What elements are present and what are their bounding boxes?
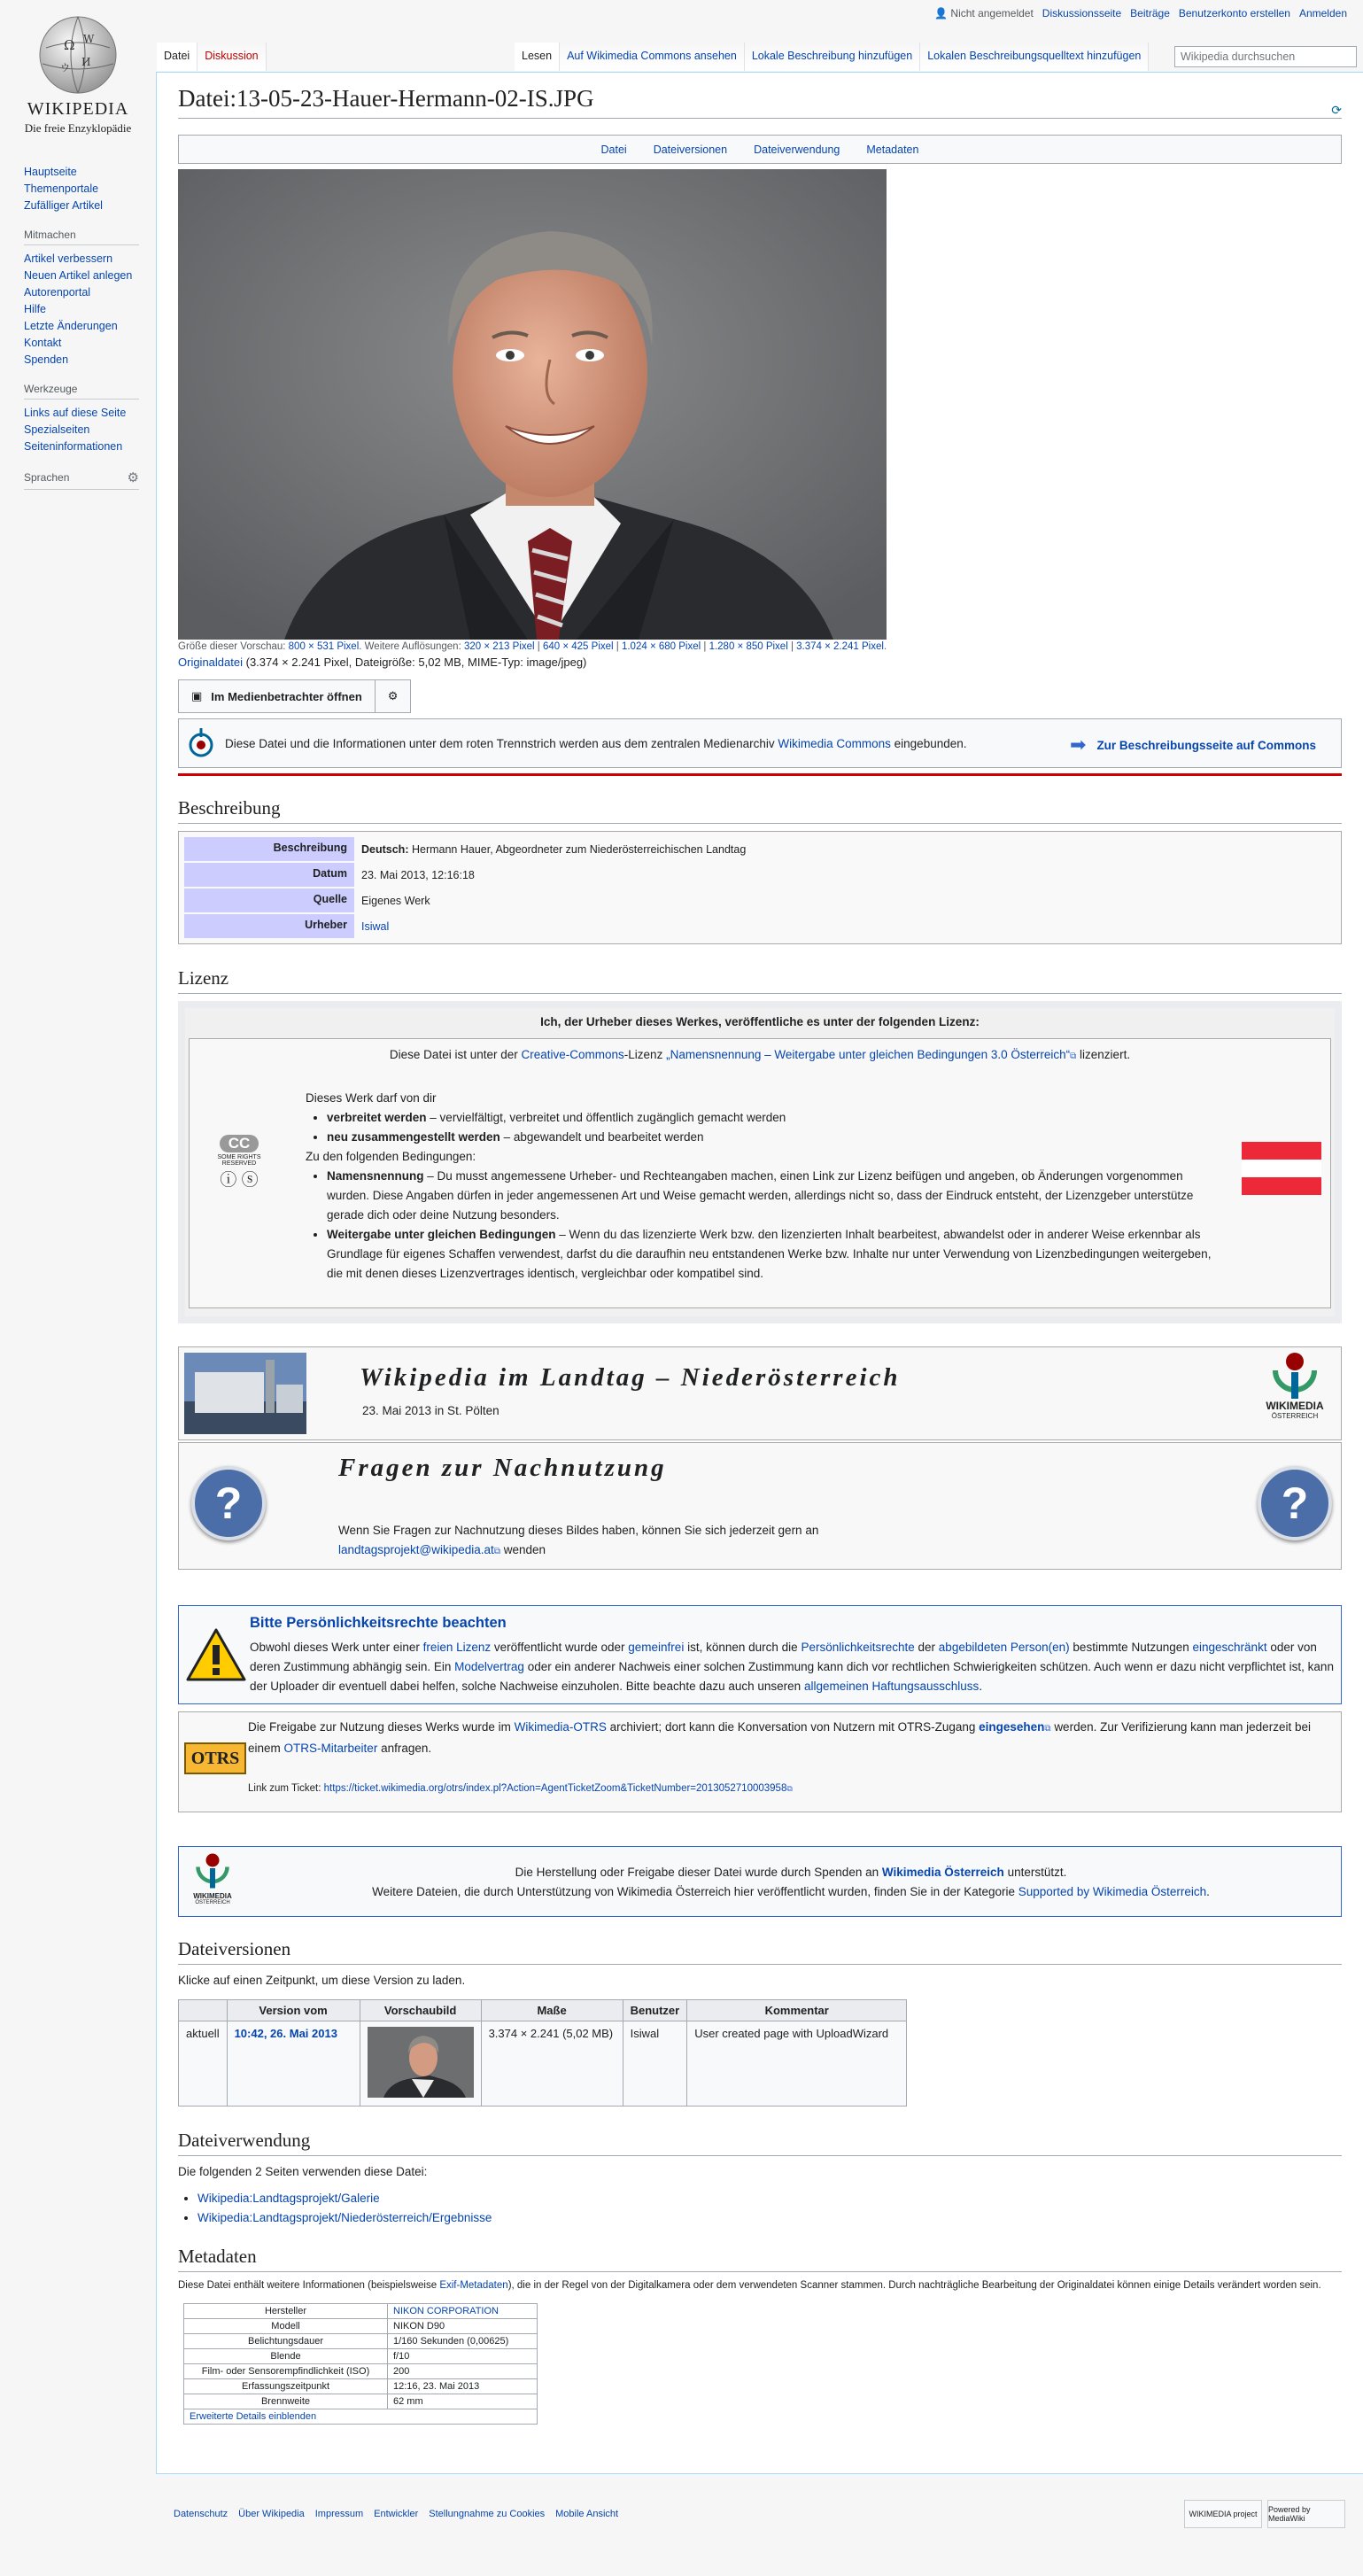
license-terms: Dieses Werk darf von dir • verbreitet werden – vervielfältigt, verbreitet und öffentlich zugänglich gemacht werden • neu zusammengestellt werden – abgewandelt und bearbeitet werden Zu den folgenden Bedingungen: • Namensnennung – Du musst angemessene Urheber- und Rechteangaben machen, einen Link zur Lizenz beifügen und angeben, ob Änderungen vorgenommen wurden. Diese Angaben dürfen in jeder angemessenen Art und Weise gemacht werden, allerdings nicht so, dass der Eindruck entsteht, der Lizenzgeber unterstütze gerade dich oder deine Nutzung besonders. • Weitergabe unter gleichen Bedingungen – Wenn du das lizenzierte Werk bzw. den lizenzierten Inhalt bearbeitest, abwandelst oder in anderer Weise erkennbar als Grundlage für eigenes Schaffen verwendest, darfst du die daraufhin neu entstandenen Werke bzw. Inhalte nur unter Verwendung von Lizenzbedingungen weitergeben, die mit denen dieses Lizenzvertrages identisch, vergleichbar oder kompatibel sind.	[306, 1089, 1224, 1284]
preview-sizes: Größe dieser Vorschau: 800 × 531 Pixel. Weitere Auflösungen: 320 × 213 Pixel | 640 × 425 Pixel | 1.024 × 680 Pixel | 1.280 × 850 Pixel | 3.374 × 2.241 Pixel.	[178, 641, 887, 652]
landtag-building-photo[interactable]	[184, 1353, 306, 1434]
version-thumbnail[interactable]	[368, 2027, 474, 2098]
mediaviewer-open-button[interactable]: ▣ Im Medienbetrachter öffnen	[178, 679, 376, 713]
otrs-text: Die Freigabe zur Nutzung dieses Werks wurde im Wikimedia-OTRS archiviert; dort kann die Konversation von Nutzern mit OTRS-Zugang eingesehen⧉ werden. Zur Verifizierung kann man jederzeit bei einem OTRS-Mitarbeiter anfragen.	[248, 1720, 1311, 1755]
sidebar-item-zufall[interactable]: Zufälliger Artikel	[24, 199, 103, 212]
heading-metadaten: Metadaten	[178, 2246, 1342, 2272]
logo-tagline: Die freie Enzyklopädie	[24, 121, 132, 135]
table-row: Erfassungszeitpunkt 12:16, 23. Mai 2013	[184, 2379, 538, 2394]
otrs-ticket-link[interactable]: https://ticket.wikimedia.org/otrs/index.pl?Action=AgentTicketZoom&TicketNumber=2013052710003958	[323, 1783, 787, 1794]
sidebar-nav	[24, 164, 139, 214]
cc-link[interactable]: Creative-Commons	[521, 1048, 624, 1061]
resolution-1024[interactable]: 1.024 × 680 Pixel	[621, 641, 701, 652]
table-row: aktuell 10:42, 26. Mai 2013 3.374 × 2.241 (5,02 MB) Isiwal User created page with UploadWizard	[179, 2021, 907, 2107]
page-title: Datei:13-05-23-Hauer-Hermann-02-IS.JPG	[178, 85, 1342, 119]
commons-logo-icon	[186, 726, 216, 760]
expand-metadata-link[interactable]: Erweiterte Details einblenden	[190, 2411, 317, 2422]
sidebar-heading-mitmachen: Mitmachen	[24, 229, 139, 245]
persoenlichkeitsrechte-title: Bitte Persönlichkeitsrechte beachten	[250, 1615, 507, 1631]
sidebar-item-links-auf-seite[interactable]: Links auf diese Seite	[24, 407, 127, 419]
filetoc-datei[interactable]: Datei	[600, 143, 627, 156]
sidebar-item-kontakt[interactable]: Kontakt	[24, 337, 62, 349]
sidebar-item-seiteninformationen[interactable]: Seiteninformationen	[24, 440, 123, 453]
license-line: Diese Datei ist unter der Creative-Commons-Lizenz „Namensnennung – Weitergabe unter gleichen Bedingungen 3.0 Österreich“⧉ lizenziert.	[389, 1048, 1131, 1061]
author-link[interactable]: Isiwal	[361, 919, 390, 933]
sidebar-item-spezialseiten[interactable]: Spezialseiten	[24, 423, 90, 436]
spenden-box	[178, 1846, 1342, 1917]
wikimedia-at-small-logo[interactable]: WIKIMEDIA ÖSTERREICH	[186, 1852, 239, 1905]
hersteller-link[interactable]: NIKON CORPORATION	[393, 2306, 499, 2316]
contributions-link[interactable]: Beiträge	[1130, 7, 1170, 19]
sidebar-item-letzte-aenderungen[interactable]: Letzte Änderungen	[24, 320, 118, 332]
search-input[interactable]: Wikipedia durchsuchen	[1174, 46, 1357, 67]
svg-text:W: W	[83, 33, 95, 45]
namespace-tabs	[157, 43, 267, 71]
tab-diskussion[interactable]: Diskussion	[197, 43, 266, 71]
sidebar-item-autorenportal[interactable]: Autorenportal	[24, 286, 91, 299]
wikimedia-logo-icon	[1268, 1351, 1321, 1401]
filetoc-dateiverwendung[interactable]: Dateiverwendung	[754, 143, 840, 156]
tab-lesen[interactable]: Lesen	[515, 43, 560, 71]
commons-link[interactable]: Wikimedia Commons	[778, 736, 891, 750]
footer-links	[174, 2509, 618, 2519]
desc-row: Urheber Isiwal	[184, 914, 1336, 938]
eingeschraenkt-link[interactable]: eingeschränkt	[1192, 1641, 1267, 1654]
tab-datei[interactable]: Datei	[157, 43, 197, 71]
exif-link[interactable]: Exif-Metadaten	[439, 2280, 508, 2291]
footer-ueber[interactable]: Über Wikipedia	[238, 2509, 305, 2519]
license-box	[178, 1001, 1342, 1323]
dateiverwendung-intro: Die folgenden 2 Seiten verwenden diese Datei:	[178, 2165, 428, 2178]
content-inner	[178, 73, 1342, 2425]
version-user-link[interactable]: Isiwal	[630, 2027, 660, 2040]
file-history-table	[178, 1999, 907, 2107]
otrs-link[interactable]: Wikimedia-OTRS	[514, 1720, 607, 1734]
landtag-subtitle: 23. Mai 2013 in St. Pölten	[362, 1404, 500, 1417]
sidebar-item-hauptseite[interactable]: Hauptseite	[24, 166, 77, 178]
resolution-1280[interactable]: 1.280 × 850 Pixel	[709, 641, 788, 652]
usage-page-ergebnisse[interactable]: Wikipedia:Landtagsprojekt/Niederösterreich/Ergebnisse	[197, 2211, 492, 2224]
sidebar-heading-sprachen: Sprachen	[24, 471, 70, 484]
metadaten-intro: Diese Datei enthält weitere Informationen (beispielsweise Exif-Metadaten), die in der Regel von der Digitalkamera oder dem verwendeten Scanner stammen. Durch nachträgliche Bearbeitung der Originaldatei können einige Details verändert worden sein.	[178, 2280, 1321, 2291]
sidebar-heading-werkzeuge: Werkzeuge	[24, 383, 139, 400]
file-toc	[178, 135, 1342, 164]
otrs-ticket: Link zum Ticket: https://ticket.wikimedia.org/otrs/index.pl?Action=AgentTicketZoom&TicketNumber=2013052710003958⧉	[248, 1783, 793, 1794]
gemeinfrei-link[interactable]: gemeinfrei	[628, 1641, 685, 1654]
warning-icon	[186, 1627, 246, 1682]
modelvertrag-link[interactable]: Modelvertrag	[454, 1660, 524, 1673]
supported-category-link[interactable]: Supported by Wikimedia Österreich	[1018, 1885, 1207, 1898]
goto-commons-link[interactable]: Zur Beschreibungsseite auf Commons	[1096, 738, 1316, 752]
sidebar-item-spenden[interactable]: Spenden	[24, 353, 69, 366]
login-link[interactable]: Anmelden	[1298, 7, 1347, 19]
footer-cookies[interactable]: Stellungnahme zu Cookies	[429, 2509, 546, 2519]
sidebar-werkzeuge	[24, 405, 139, 455]
cc-logo[interactable]: CC SOME RIGHTS RESERVED ⓘ ⓢ	[202, 1135, 276, 1191]
table-row	[184, 2409, 538, 2425]
tab-quelltext-hinzufuegen[interactable]: Lokalen Beschreibungsquelltext hinzufügen	[920, 43, 1149, 71]
fragen-title: Fragen zur Nachnutzung	[338, 1454, 667, 1482]
wikimedia-project-badge[interactable]: WIKIMEDIA project	[1184, 2500, 1262, 2528]
svg-text:И: И	[81, 56, 91, 68]
otrs-badge: OTRS	[184, 1742, 246, 1774]
preview-size-link[interactable]: 800 × 531 Pixel	[288, 641, 360, 652]
heading-dateiverwendung: Dateiverwendung	[178, 2130, 1342, 2156]
persoenlichkeitsrechte-text: Obwohl dieses Werk unter einer freien Lizenz veröffentlicht wurde oder gemeinfrei ist, können durch die Persönlichkeitsrechte der abgebildeten Person(en) bestimmte Nutzungen eingeschränkt oder von deren Zustimmung abhängig sein. Ein Modelvertrag oder ein anderer Nachweis einer solchen Zustimmung kann dich vor rechtlichen Schwierigkeiten schützen. Auch wenn er dazu nicht verpflichtet ist, kann der Uploader dir eventuell dabei helfen, solche Nachweise einzuholen. Bitte beachte dazu auch unseren allgemeinen Haftungsausschluss.	[250, 1641, 1334, 1693]
personal-tools	[934, 7, 1347, 19]
metadata-table	[183, 2303, 538, 2425]
table-row: Modell NIKON D90	[184, 2319, 538, 2334]
license-header: Ich, der Urheber dieses Werkes, veröffentliche es unter der folgenden Lizenz:	[540, 1015, 980, 1028]
footer-datenschutz[interactable]: Datenschutz	[174, 2509, 228, 2519]
resolution-640[interactable]: 640 × 425 Pixel	[542, 641, 614, 652]
freie-lizenz-link[interactable]: freien Lizenz	[422, 1641, 492, 1654]
persoenlichkeitsrechte-box	[178, 1605, 1342, 1704]
image-icon: ▣	[191, 689, 203, 702]
portrait-photo	[178, 169, 887, 640]
gear-icon[interactable]: ⚙	[127, 470, 139, 485]
sidebar-item-neuer-artikel[interactable]: Neuen Artikel anlegen	[24, 269, 133, 282]
wikimedia-oesterreich-link[interactable]: Wikimedia Österreich	[881, 1866, 1004, 1879]
filetoc-metadaten[interactable]: Metadaten	[866, 143, 919, 156]
commons-notice: Diese Datei und die Informationen unter dem roten Trennstrich werden aus dem zentralen Medienarchiv Wikimedia Commons eingebunden. ➡ Zur Beschreibungsseite auf Commons	[178, 718, 1342, 768]
dateiverwendung-list	[178, 2189, 1342, 2228]
desc-row: Quelle Eigenes Werk	[184, 888, 1336, 912]
wikimedia-logo-icon	[192, 1852, 233, 1889]
otrs-box	[178, 1711, 1342, 1812]
external-link-icon: ⧉	[1070, 1051, 1077, 1061]
resolution-3374[interactable]: 3.374 × 2.241 Pixel	[796, 641, 884, 652]
content	[156, 72, 1363, 2474]
external-link-icon: ⧉	[493, 1547, 500, 1556]
sidebar-item-hilfe[interactable]: Hilfe	[24, 303, 47, 315]
otrs-mitarbeiter-link[interactable]: OTRS-Mitarbeiter	[283, 1742, 378, 1755]
talk-link[interactable]: Diskussionsseite	[1042, 7, 1122, 19]
footer-impressum[interactable]: Impressum	[314, 2509, 364, 2519]
sidebar-mitmachen	[24, 251, 139, 369]
persoenlichkeitsrechte-link[interactable]: Persönlichkeitsrechte	[801, 1641, 915, 1654]
table-row: Brennweite 62 mm	[184, 2394, 538, 2409]
austria-flag	[1242, 1142, 1321, 1195]
license-link[interactable]: „Namensnennung – Weitergabe unter gleichen Bedingungen 3.0 Österreich“	[666, 1048, 1071, 1061]
heading-lizenz: Lizenz	[178, 967, 1342, 994]
spenden-text: Die Herstellung oder Freigabe dieser Datei wurde durch Spenden an Wikimedia Österreich unterstützt. Weitere Dateien, die durch Unterstützung von Wikimedia Österreich hier veröffentlicht wurden, finden Sie in der Kategorie Supported by Wikimedia Österreich.	[372, 1866, 1210, 1898]
red-separator	[178, 773, 1342, 776]
wikipedia-logo[interactable]	[0, 0, 156, 142]
goto-commons[interactable]	[1070, 733, 1316, 757]
table-row: Belichtungsdauer 1/160 Sekunden (0,00625)	[184, 2334, 538, 2349]
haftungsausschluss-link[interactable]: allgemeinen Haftungsausschluss	[803, 1680, 980, 1693]
original-file-info: Originaldatei (3.374 × 2.241 Pixel, Dateigröße: 5,02 MB, MIME-Typ: image/jpeg)	[178, 656, 587, 669]
sidebar	[24, 164, 139, 490]
dateiversionen-hint: Klicke auf einen Zeitpunkt, um diese Version zu laden.	[178, 1974, 466, 1987]
desc-row: Beschreibung Deutsch: Hermann Hauer, Abgeordneter zum Niederösterreichischen Landtag	[184, 837, 1336, 861]
table-header-row: Version vom Vorschaubild Maße Benutzer Kommentar	[179, 2000, 907, 2021]
description-table	[178, 831, 1342, 944]
usage-page-galerie[interactable]: Wikipedia:Landtagsprojekt/Galerie	[197, 2192, 380, 2205]
sidebar-item-themenportale[interactable]: Themenportale	[24, 182, 99, 195]
footer-entwickler[interactable]: Entwickler	[374, 2509, 419, 2519]
resolution-320[interactable]: 320 × 213 Pixel	[463, 641, 535, 652]
view-tabs	[515, 43, 1149, 71]
gear-icon: ⚙	[387, 689, 399, 702]
tab-commons[interactable]: Auf Wikimedia Commons ansehen	[560, 43, 745, 71]
landtag-title: Wikipedia im Landtag – Niederösterreich	[360, 1363, 901, 1392]
wikipedia-globe-icon	[37, 12, 119, 97]
mediaviewer-buttons	[178, 679, 1342, 713]
table-row: Hersteller NIKON CORPORATION	[184, 2304, 538, 2319]
fragen-text: Wenn Sie Fragen zur Nachnutzung dieses Bildes haben, können Sie sich jederzeit gern an landtagsprojekt@wikipedia.at⧉ wenden	[338, 1524, 819, 1556]
logo-wordmark: WIKIPEDIA	[27, 99, 129, 119]
question-icon-right: ?	[1258, 1466, 1332, 1540]
fragen-box	[178, 1442, 1342, 1570]
version-date-link[interactable]: 10:42, 26. Mai 2013	[234, 2027, 337, 2040]
create-account-link[interactable]: Benutzerkonto erstellen	[1178, 7, 1290, 19]
eingesehen-link[interactable]: eingesehen	[979, 1720, 1045, 1734]
tab-beschreibung-hinzufuegen[interactable]: Lokale Beschreibung hinzufügen	[745, 43, 920, 71]
commons-indicator-icon[interactable]: ⟳	[1331, 103, 1342, 117]
original-file-link[interactable]: Originaldatei	[178, 656, 243, 669]
arrow-right-icon: ➡	[1070, 733, 1087, 756]
user-icon: 👤	[934, 7, 949, 19]
cc-icon: CC	[220, 1135, 259, 1152]
external-link-icon: ⧉	[786, 1784, 793, 1793]
question-icon-left: ?	[191, 1466, 266, 1540]
heading-beschreibung: Beschreibung	[178, 797, 1342, 824]
sidebar-item-artikel-verbessern[interactable]: Artikel verbessern	[24, 252, 113, 265]
fragen-email-link[interactable]: landtagsprojekt@wikipedia.at	[338, 1543, 494, 1556]
footer-mobile[interactable]: Mobile Ansicht	[555, 2509, 619, 2519]
svg-text:ウ: ウ	[60, 62, 70, 74]
external-link-icon: ⧉	[1044, 1724, 1051, 1734]
not-logged-in: 👤 Nicht angemeldet	[934, 7, 1034, 19]
by-sa-icons: ⓘ ⓢ	[220, 1171, 259, 1190]
wikimedia-at-logo[interactable]: WIKIMEDIA ÖSTERREICH	[1254, 1351, 1336, 1420]
desc-row: Datum 23. Mai 2013, 12:16:18	[184, 863, 1336, 887]
heading-dateiversionen: Dateiversionen	[178, 1938, 1342, 1965]
table-row: Blende f/10	[184, 2349, 538, 2364]
license-inner	[189, 1038, 1331, 1308]
filetoc-dateiversionen[interactable]: Dateiversionen	[653, 143, 728, 156]
mediaviewer-settings-button[interactable]	[376, 679, 412, 713]
powered-by-mediawiki-badge[interactable]: Powered by MediaWiki	[1267, 2500, 1345, 2528]
table-row: Film- oder Sensorempfindlichkeit (ISO) 200	[184, 2364, 538, 2379]
abgebildete-personen-link[interactable]: abgebildeten Person(en)	[938, 1641, 1070, 1654]
svg-text:Ω: Ω	[64, 37, 75, 53]
sidebar-sprachen	[24, 469, 139, 490]
file-preview-image[interactable]	[178, 169, 887, 640]
landtag-box	[178, 1346, 1342, 1440]
